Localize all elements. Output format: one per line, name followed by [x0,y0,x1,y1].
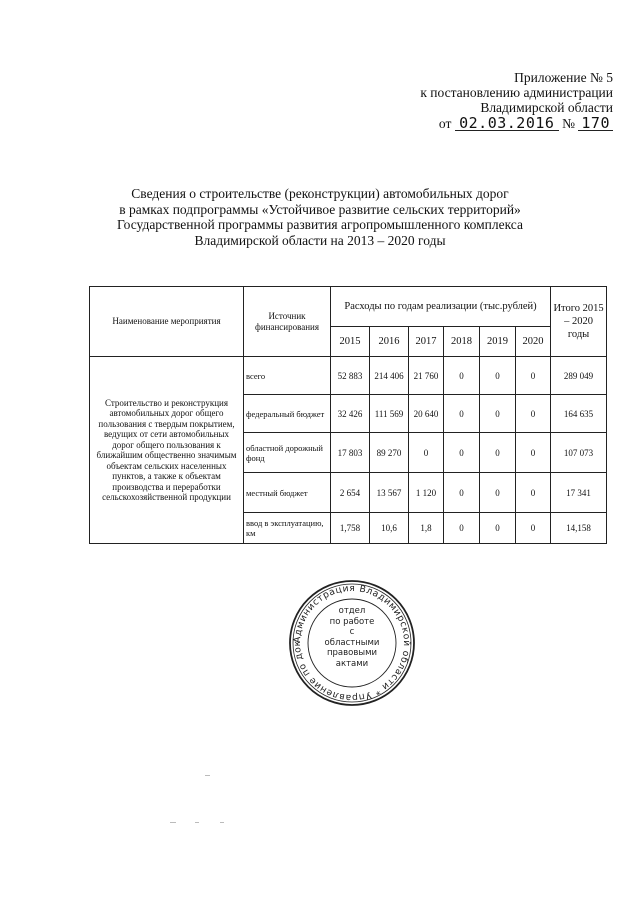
value-cell: 0 [516,433,551,473]
value-cell: 21 760 [409,357,444,395]
source-cell: всего [244,357,331,395]
value-cell: 0 [444,395,480,433]
value-cell: 0 [444,357,480,395]
total-cell: 289 049 [551,357,607,395]
appendix-date-line [313,116,613,131]
scan-artifact [205,775,210,776]
title-line-2: в рамках подпрограммы «Устойчивое развитие сельских территорий» [119,201,521,217]
value-cell: 0 [516,357,551,395]
scan-artifact [195,822,199,823]
scan-artifact [220,822,224,823]
value-cell: 13 567 [370,473,409,513]
header-total: Итого 2015 – 2020 годы [551,287,607,357]
value-cell: 214 406 [370,357,409,395]
stamp-line: с областными [324,627,380,648]
title-line-3: Государственной программы развития агропромышленного комплекса [117,217,523,232]
title-line-4: Владимирской области на 2013 – 2020 годы [194,232,446,248]
total-cell: 14,158 [551,513,607,544]
total-cell: 164 635 [551,395,607,433]
appendix-resolution: к постановлению администрации [420,85,613,100]
value-cell: 111 569 [370,395,409,433]
source-cell: местный бюджет [244,473,331,513]
official-stamp [287,578,417,708]
header-year: 2019 [480,327,516,357]
value-cell: 0 [480,433,516,473]
resolution-date: 02.03.2016 [455,116,559,131]
header-year: 2015 [331,327,370,357]
title-line-1: Сведения о строительстве (реконструкции) автомобильных дорог [131,186,509,201]
stamp-center-text [322,606,382,669]
value-cell: 89 270 [370,433,409,473]
value-cell: 0 [480,395,516,433]
table-row [90,357,607,395]
stamp-ring-text: Администрация Владимирской области * Управление по док [291,582,413,704]
value-cell: 0 [516,473,551,513]
value-cell: 20 640 [409,395,444,433]
value-cell: 0 [480,513,516,544]
stamp-line: актами [335,658,369,669]
stamp-line: отдел [338,606,366,616]
financing-table [89,286,607,544]
appendix-number: Приложение № 5 [514,70,613,85]
scan-artifact [170,822,176,823]
value-cell: 32 426 [331,395,370,433]
source-cell: областной дорожный фонд [244,433,331,473]
value-cell: 0 [444,433,480,473]
value-cell: 0 [516,395,551,433]
source-cell: федеральный бюджет [244,395,331,433]
document-title [60,186,580,248]
value-cell: 1,758 [331,513,370,544]
value-cell: 17 803 [331,433,370,473]
header-year: 2017 [409,327,444,357]
header-year: 2020 [516,327,551,357]
resolution-number: 170 [578,116,613,131]
value-cell: 1,8 [409,513,444,544]
value-cell: 2 654 [331,473,370,513]
value-cell: 10,6 [370,513,409,544]
header-year: 2016 [370,327,409,357]
number-prefix: № [562,116,576,131]
stamp-line: правовыми [326,648,378,658]
appendix-region: Владимирской области [480,100,613,115]
source-cell: ввод в эксплуатацию, км [244,513,331,544]
header-name: Наименование мероприятия [90,287,244,357]
value-cell: 0 [409,433,444,473]
value-cell: 0 [444,473,480,513]
header-expenses: Расходы по годам реализации (тыс.рублей) [331,287,551,327]
value-cell: 1 120 [409,473,444,513]
date-prefix: от [438,116,452,131]
value-cell: 0 [480,473,516,513]
measure-name: Строительство и реконструкция автомобильных дорог общего пользования с твердым покрытием, ведущих от сети автомобильных дорог общего пользования к ближайшим общественно значимым объектам сельских населенных пунктов, а также к объектам производства и переработки сельскохозяйственной продукции [90,357,244,544]
value-cell: 0 [480,357,516,395]
header-year: 2018 [444,327,480,357]
total-cell: 107 073 [551,433,607,473]
value-cell: 52 883 [331,357,370,395]
appendix-block [313,70,613,131]
header-source: Источник финансирования [244,287,331,357]
total-cell: 17 341 [551,473,607,513]
value-cell: 0 [444,513,480,544]
value-cell: 0 [516,513,551,544]
stamp-line: по работе [329,616,375,627]
